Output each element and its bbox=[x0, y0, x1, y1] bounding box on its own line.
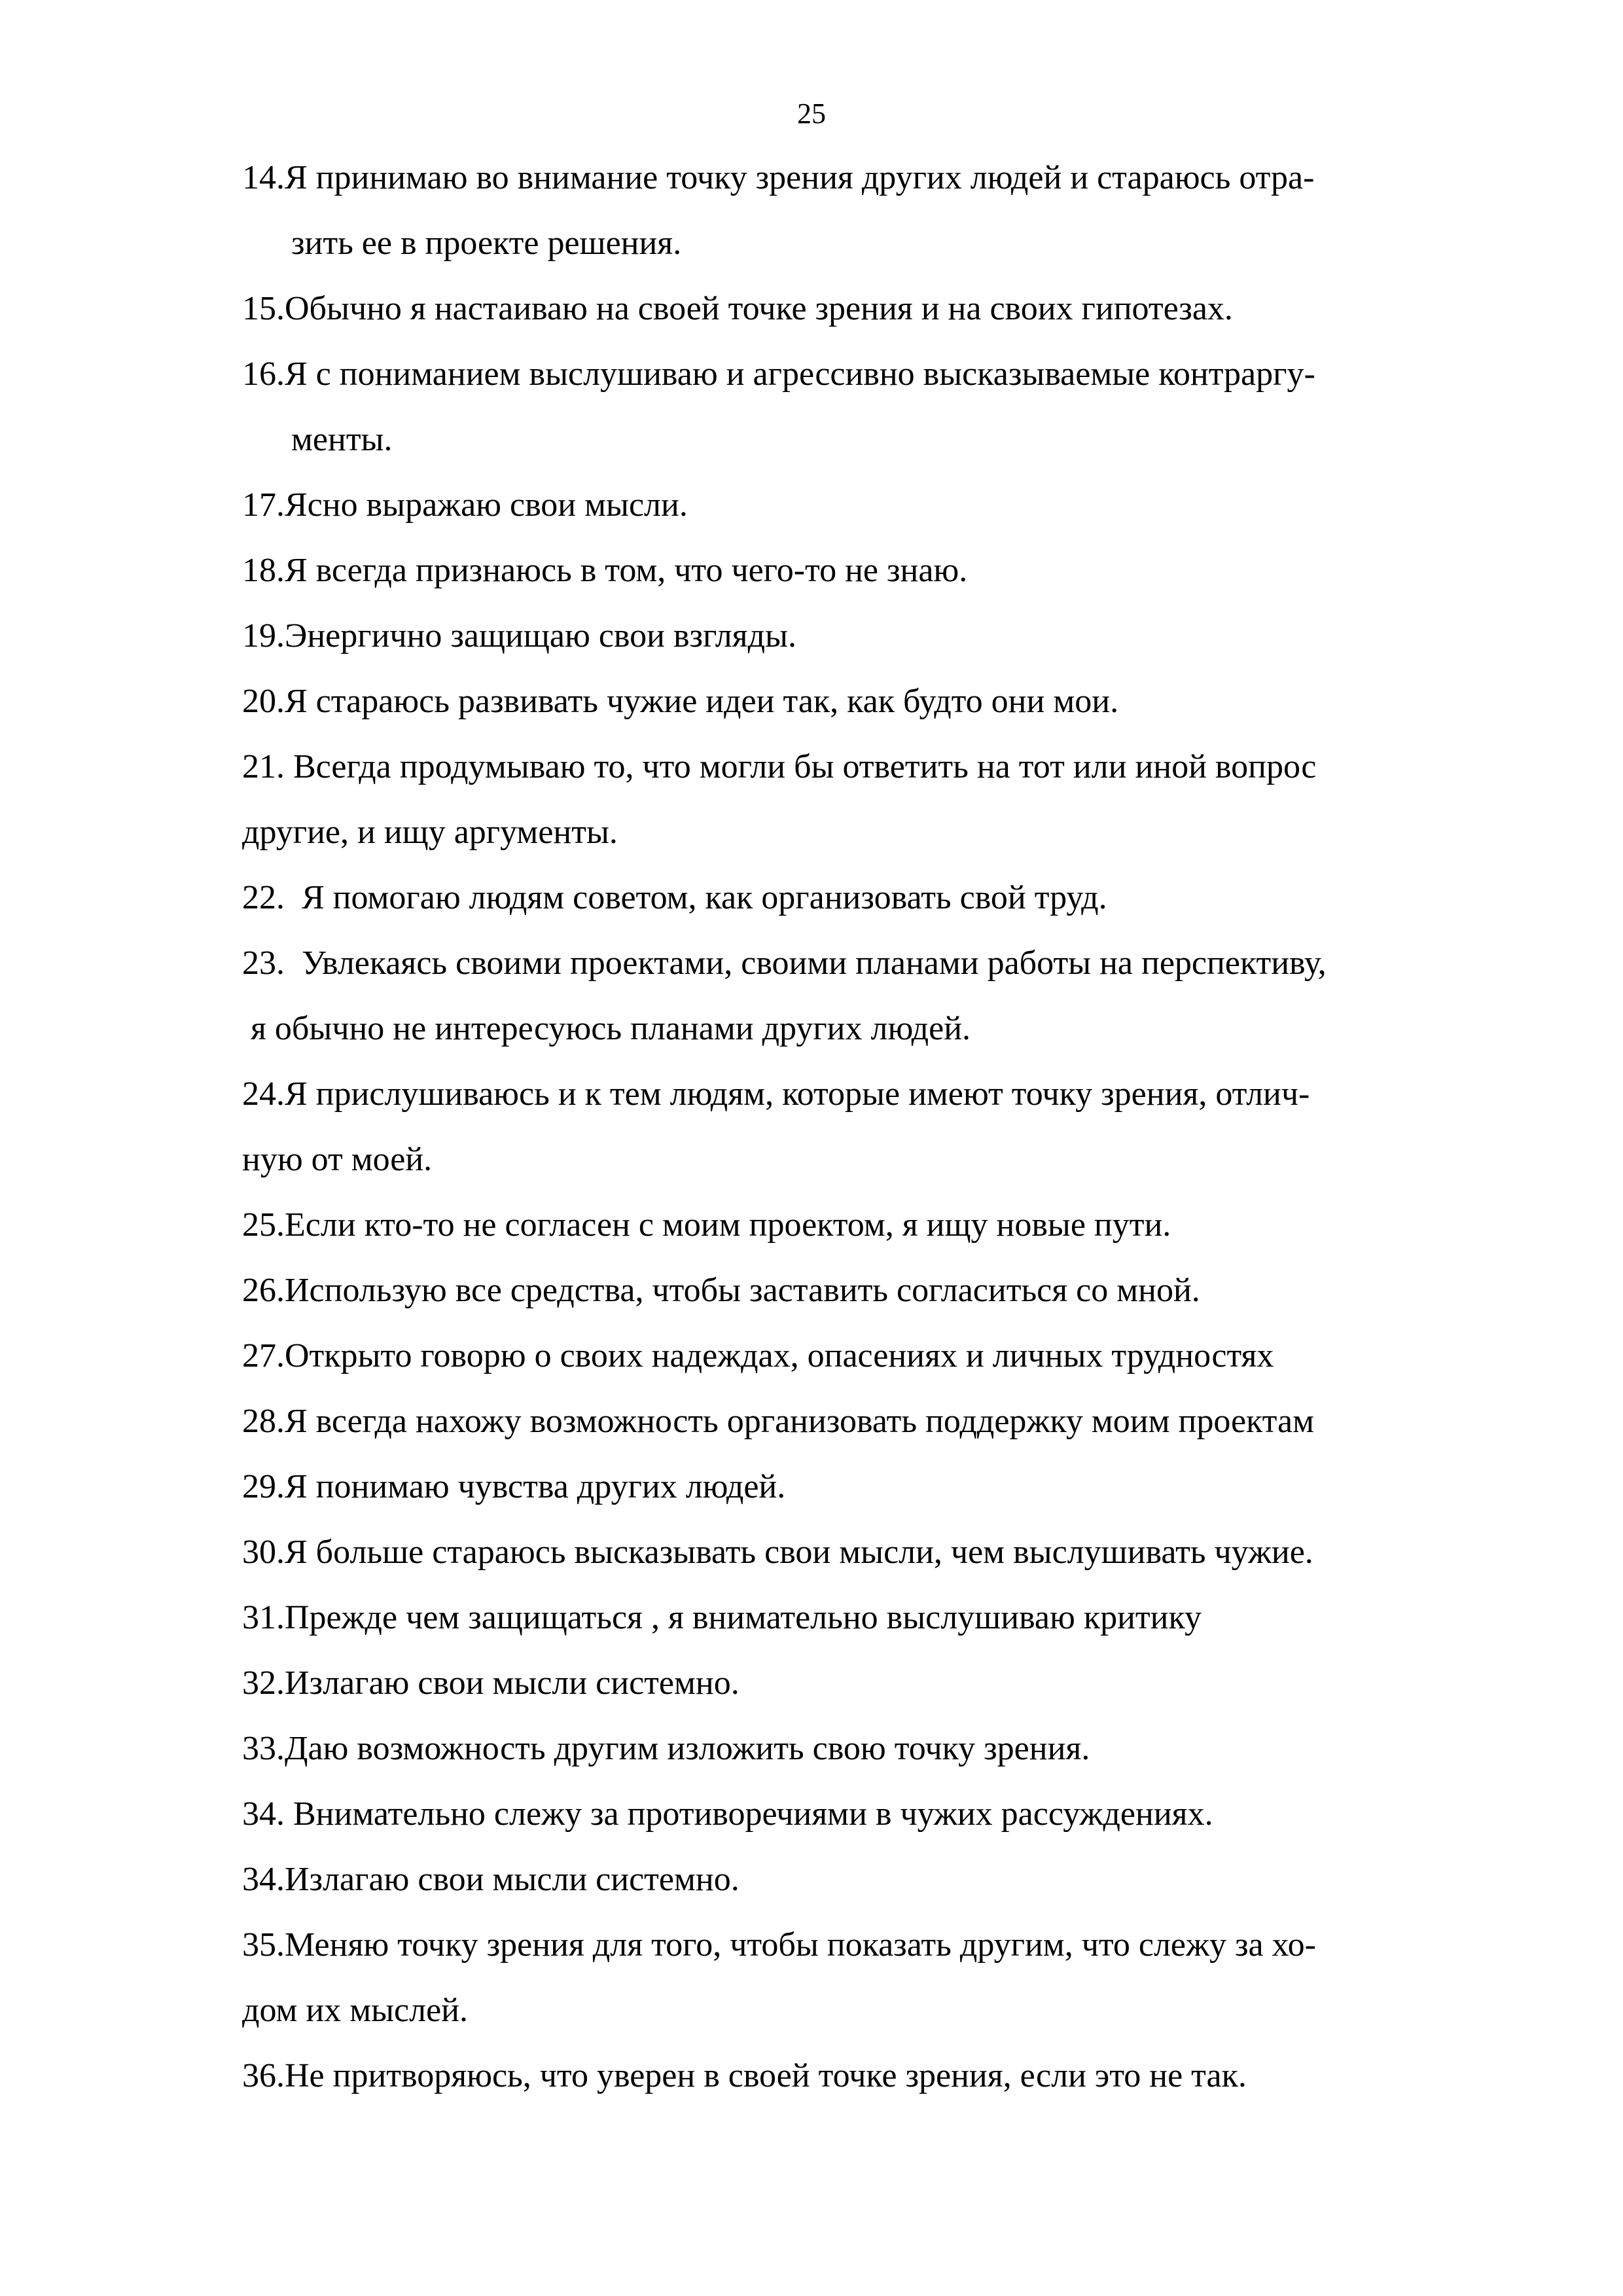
item-text: Если кто-то не согласен с моим проектом, я ищу новые пути. bbox=[285, 1206, 1171, 1244]
item-number: 18. bbox=[242, 552, 285, 589]
item-number: 16. bbox=[242, 355, 285, 393]
list-item bbox=[242, 1651, 1486, 1716]
list-item bbox=[242, 1716, 1486, 1782]
item-text: Энергично защищаю свои взгляды. bbox=[285, 617, 796, 655]
item-number: 36. bbox=[242, 2057, 285, 2094]
item-number: 32. bbox=[242, 1664, 285, 1702]
list-item bbox=[242, 1782, 1486, 1847]
item-number: 23. bbox=[242, 944, 285, 982]
item-text: Прежде чем защищаться , я внимательно выслушиваю критику bbox=[285, 1599, 1202, 1636]
item-number: 21. bbox=[242, 748, 285, 785]
item-number: 31. bbox=[242, 1599, 285, 1636]
item-text: Я понимаю чувства других людей. bbox=[285, 1468, 786, 1505]
item-number: 22. bbox=[242, 879, 285, 916]
item-continuation: я обычно не интересуюсь планами других людей. bbox=[251, 1010, 971, 1047]
item-text: Увлекаясь своими проектами, своими планами работы на перспективу, bbox=[285, 944, 1327, 982]
list-item bbox=[242, 865, 1486, 931]
item-text: Меняю точку зрения для того, чтобы показать другим, что слежу за хо- bbox=[285, 1926, 1316, 1964]
item-number: 15. bbox=[242, 290, 285, 327]
list-item bbox=[242, 1258, 1486, 1323]
list-item bbox=[242, 1062, 1486, 1127]
item-number: 24. bbox=[242, 1075, 285, 1113]
list-item bbox=[242, 603, 1486, 669]
item-text: Излагаю свои мысли системно. bbox=[285, 1664, 740, 1702]
list-item bbox=[242, 734, 1486, 800]
item-continuation: ную от моей. bbox=[242, 1141, 433, 1178]
item-text: Я всегда нахожу возможность организовать поддержку моим проектам bbox=[285, 1403, 1314, 1440]
item-continuation: дом их мыслей. bbox=[242, 1992, 468, 2029]
list-item bbox=[242, 145, 1486, 211]
list-item bbox=[242, 538, 1486, 603]
item-continuation: другие, и ищу аргументы. bbox=[242, 814, 618, 851]
item-number: 14. bbox=[242, 159, 285, 196]
item-text: Излагаю свои мысли системно. bbox=[285, 1861, 740, 1898]
item-number: 29. bbox=[242, 1468, 285, 1505]
item-text: Я всегда признаюсь в том, что чего-то не знаю. bbox=[285, 552, 968, 589]
item-number: 26. bbox=[242, 1272, 285, 1309]
item-text: Даю возможность другим изложить свою точку зрения. bbox=[285, 1730, 1090, 1767]
item-text: Не притворяюсь, что уверен в своей точке зрения, если это не так. bbox=[285, 2057, 1247, 2094]
list-item bbox=[242, 1323, 1486, 1389]
list-item bbox=[242, 1454, 1486, 1520]
item-number: 34. bbox=[242, 1861, 285, 1898]
list-item bbox=[242, 1912, 1486, 1978]
list-item bbox=[242, 276, 1486, 342]
list-item bbox=[242, 1389, 1486, 1454]
item-text: Внимательно слежу за противоречиями в чужих рассуждениях. bbox=[285, 1795, 1213, 1833]
item-number: 25. bbox=[242, 1206, 285, 1244]
item-text: Я помогаю людям советом, как организовать свой труд. bbox=[285, 879, 1107, 916]
item-number: 27. bbox=[242, 1337, 285, 1374]
item-text: Я больше стараюсь высказывать свои мысли, чем выслушивать чужие. bbox=[285, 1534, 1313, 1571]
list-item bbox=[242, 1193, 1486, 1258]
item-text: Открыто говорю о своих надеждах, опасениях и личных трудностях bbox=[285, 1337, 1274, 1374]
list-item bbox=[242, 669, 1486, 734]
item-continuation: зить ее в проекте решения. bbox=[291, 224, 682, 262]
item-number: 19. bbox=[242, 617, 285, 655]
page-number: 25 bbox=[797, 98, 826, 130]
item-text: Я прислушиваюсь и к тем людям, которые имеют точку зрения, отлич- bbox=[285, 1075, 1310, 1113]
item-number: 17. bbox=[242, 486, 285, 524]
item-text: Я с пониманием выслушиваю и агрессивно высказываемые контраргу- bbox=[285, 355, 1315, 393]
list-item bbox=[242, 1847, 1486, 1912]
item-number: 35. bbox=[242, 1926, 285, 1964]
item-text: Обычно я настаиваю на своей точке зрения и на своих гипотезах. bbox=[285, 290, 1233, 327]
item-continuation: менты. bbox=[291, 421, 393, 458]
item-text: Всегда продумываю то, что могли бы ответить на тот или иной вопрос bbox=[285, 748, 1317, 785]
item-number: 28. bbox=[242, 1403, 285, 1440]
list-item bbox=[242, 473, 1486, 538]
list-item bbox=[242, 2043, 1486, 2109]
item-number: 34. bbox=[242, 1795, 285, 1833]
item-number: 33. bbox=[242, 1730, 285, 1767]
item-number: 20. bbox=[242, 683, 285, 720]
item-text: Ясно выражаю свои мысли. bbox=[285, 486, 688, 524]
item-number: 30. bbox=[242, 1534, 285, 1571]
item-text: Использую все средства, чтобы заставить согласиться со мной. bbox=[285, 1272, 1200, 1309]
list-item bbox=[242, 1585, 1486, 1651]
list-item bbox=[242, 1520, 1486, 1585]
item-text: Я стараюсь развивать чужие идеи так, как будто они мои. bbox=[285, 683, 1119, 720]
item-text: Я принимаю во внимание точку зрения других людей и стараюсь отра- bbox=[285, 159, 1315, 196]
list-item bbox=[242, 931, 1486, 996]
list-item bbox=[242, 342, 1486, 407]
